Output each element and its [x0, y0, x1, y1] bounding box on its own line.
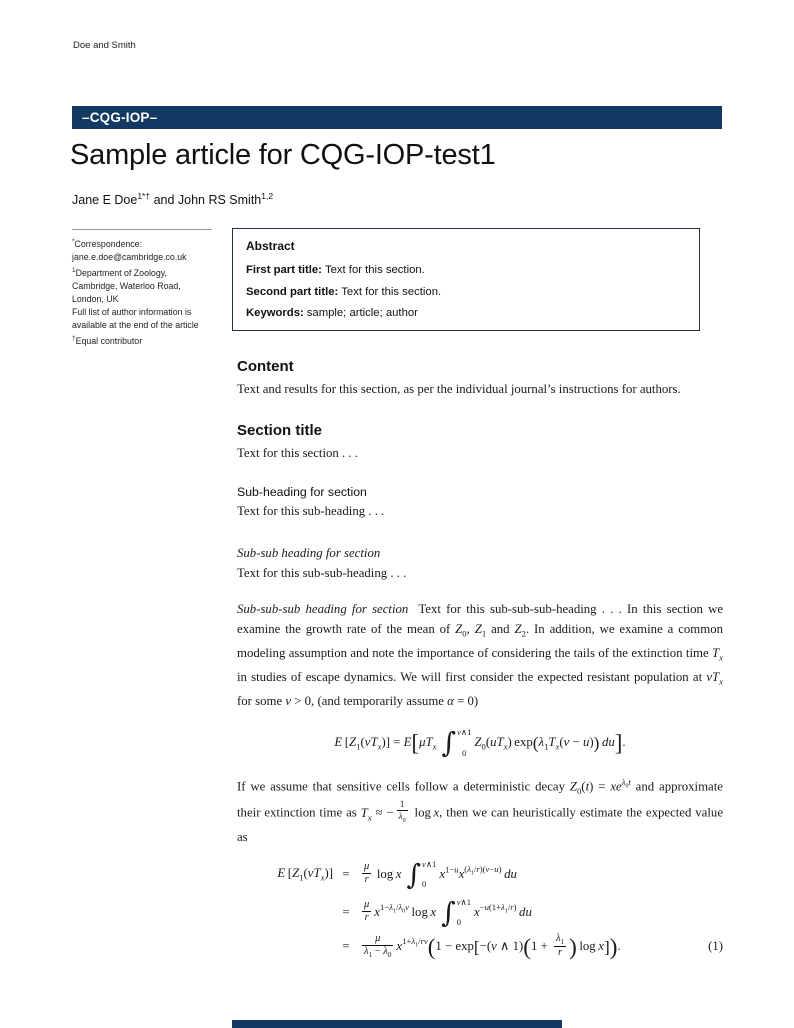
journal-banner: [72, 106, 722, 129]
equals-sign: =: [342, 904, 350, 919]
equals-sign: =: [342, 939, 350, 954]
abstract-item-label: Keywords:: [246, 307, 304, 319]
content-intro: Text and results for this section, as per the individual journal’s instructions for authors.: [237, 382, 681, 396]
abstract-item-text: Text for this section.: [341, 285, 442, 298]
equation-line-3: $\frac{\mu}{\lambda_1 - \lambda_0}$ $x^{1+\lambda_1/rv}(1 - \exp[-(v$ ∧ 1)(1 + $\frac{\lambda_1}{r}$ ) log x]).: [364, 932, 621, 960]
abstract-item-label: Second part title:: [246, 285, 339, 298]
abstract-box: [232, 228, 700, 331]
equation-array: [237, 858, 723, 960]
paragraph-with-runin-heading: [237, 600, 723, 711]
correspondence-text: *Correspondence: jane.e.doe@cambridge.co.uk $^1$Department of Zoology, Cambridge, Waterloo Road, London, UK Full list of author information is available at the end of the article †Equal contributor: [72, 238, 199, 346]
equation-number: (1): [708, 939, 723, 954]
subsection-text: Text for this sub-heading . . .: [237, 504, 385, 518]
equation-lhs: E $[Z_1(vT_x)]$: [277, 866, 333, 883]
section-heading: Section title: [237, 421, 323, 439]
equation-line-1: $\frac{\mu}{r}$ log x ∫ v∧1 0 $x^{1-u}x^{(\lambda_1/r)(v-u)}$ du: [364, 857, 517, 891]
correspondence-note: [72, 229, 230, 348]
subsubsection-heading: Sub-sub heading for section: [237, 545, 381, 560]
display-equation-expected-population: E $[Z_1(vT_x)] = E[\mu T_x$ ∫ v∧1 0 $Z_0(uT_x) \exp(\lambda_1T_x(v - u))$ du].: [334, 726, 626, 760]
equals-sign: =: [342, 866, 350, 881]
footer-bar: [232, 1020, 562, 1028]
abstract-item-text: sample; article; author: [306, 307, 418, 319]
section-text: Text for this section . . .: [237, 445, 359, 460]
paragraph-text: Text for this sub-sub-sub-heading . . . In this section we examine the growth rate of the mean of $Z_0$, $Z_1$ and $Z_2$. In addition, we examine a common modeling assumption and note the importance of considering the tails of the extinction time $T_x$ in studies of escape dynamics. We will first consider the expected resistant population at $vT_x$ for some v > 0, (and temporarily assume α = 0): [237, 602, 724, 708]
abstract-item-second-part: [246, 282, 686, 304]
journal-banner-label: –CQG-IOP–: [82, 110, 158, 125]
sidebar-divider: [72, 229, 212, 230]
article-body: [237, 358, 723, 960]
abstract-item-keywords: [246, 303, 686, 325]
content-heading: Content: [237, 358, 294, 375]
paragraph-estimate: If we assume that sensitive cells follow a deterministic decay $Z_0(t) = xe^{\lambda_0t}$ and approximate their extinction time as $T_x$ ≈ − $\frac{1}{\lambda_0}$ log x, then we can heuristically estimate the expected value as: [237, 777, 723, 845]
runin-heading: Sub-sub-sub heading for section: [237, 602, 409, 616]
subsection-heading: Sub-heading for section: [237, 485, 367, 499]
subsubsection-text: Text for this sub-sub-heading . . .: [237, 565, 407, 580]
equation-line-2: $\frac{\mu}{r}$ $x^{1-\lambda_1/\lambda_0v}$ log x ∫ v∧1 0 $x^{-u(1+\lambda_1/r)}$ du: [364, 895, 532, 929]
abstract-item-first-part: [246, 260, 686, 282]
article-title: Sample article for CQG-IOP-test1: [70, 139, 496, 171]
abstract-item-label: First part title:: [246, 264, 322, 276]
running-head: Doe and Smith: [73, 40, 136, 51]
abstract-heading: Abstract: [246, 239, 295, 253]
authors-line: Jane E Doe$^{1*\dagger}$ and John RS Smith$^{1,2}$: [72, 191, 274, 208]
abstract-item-text: Text for this section.: [324, 264, 425, 276]
